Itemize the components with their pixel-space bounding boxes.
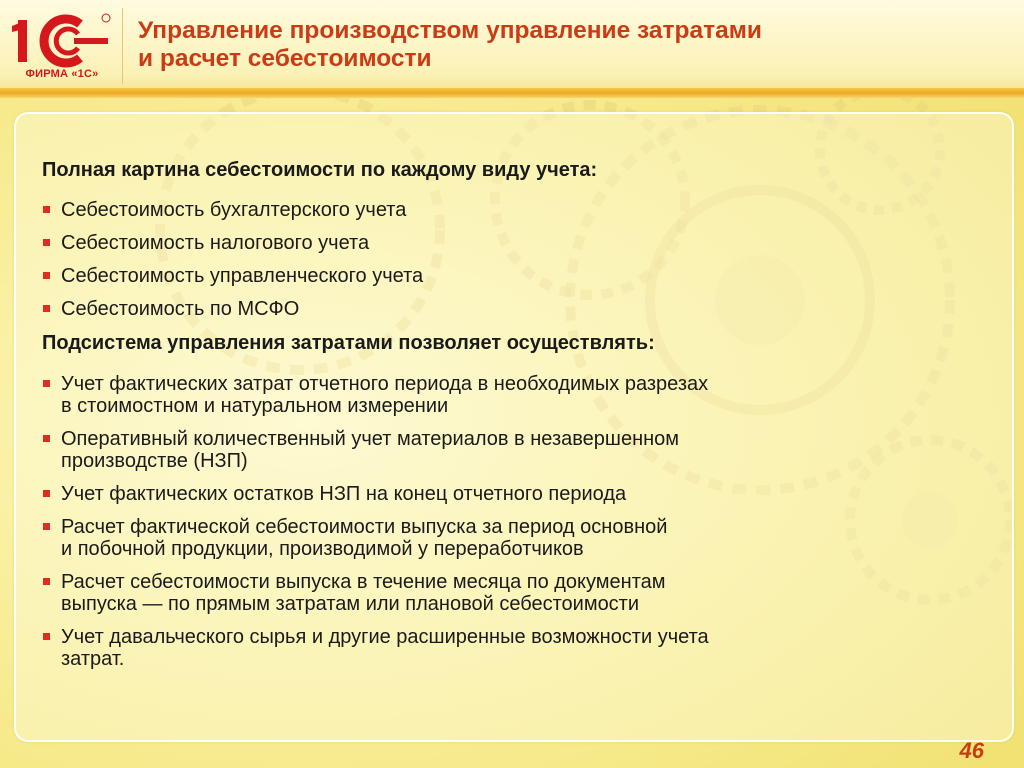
list-item-text: Расчет фактической себестоимости выпуска за период основной [61, 516, 668, 538]
list-item [42, 516, 922, 560]
company-logo [6, 6, 114, 86]
bullet-square-icon [43, 380, 50, 387]
bullet-square-icon [43, 490, 50, 497]
list-item [42, 199, 922, 221]
section-heading-cost-picture: Полная картина себестоимости по каждому виду учета: [42, 159, 598, 181]
logo-text: ФИРМА «1С» [25, 68, 99, 80]
list-item [42, 428, 922, 472]
list-item-text-cont: в стоимостном и натуральном измерении [61, 395, 449, 417]
list-item-text-cont: выпуска — по прямым затратам или плановой себестоимости [61, 593, 640, 615]
list-item [42, 483, 922, 505]
list-item-text: Учет давальческого сырья и другие расширенные возможности учета [61, 626, 709, 648]
bullet-square-icon [43, 633, 50, 640]
list-item [42, 626, 922, 670]
list-item-text: Себестоимость по МСФО [61, 298, 300, 320]
bullet-square-icon [43, 523, 50, 530]
bullet-square-icon [43, 272, 50, 279]
list-item-text-cont: и побочной продукции, производимой у переработчиков [61, 538, 584, 560]
slide-title: Управление производством управление затратами и расчет себестоимости [138, 17, 762, 72]
list-item-text: Себестоимость бухгалтерского учета [61, 199, 407, 221]
list-item [42, 373, 922, 417]
logo-divider [122, 8, 123, 84]
list-item-text-cont: затрат. [61, 648, 125, 670]
bullet-square-icon [43, 578, 50, 585]
list-item-text: Учет фактических затрат отчетного периода в необходимых разрезах [61, 373, 709, 395]
list-item [42, 265, 922, 287]
list-item-text: Расчет себестоимости выпуска в течение месяца по документам [61, 571, 666, 593]
bullet-square-icon [43, 206, 50, 213]
list-item [42, 298, 922, 320]
list-item-text: Себестоимость управленческого учета [61, 265, 424, 287]
list-item-text: Себестоимость налогового учета [61, 232, 370, 254]
subsystem-features-list [42, 373, 922, 670]
bullet-square-icon [43, 305, 50, 312]
list-item [42, 232, 922, 254]
slide-content [42, 158, 922, 681]
section-heading-subsystem: Подсистема управления затратами позволяет осуществлять: [42, 332, 655, 354]
header-rule [0, 88, 1024, 98]
list-item-text-cont: производстве (НЗП) [61, 450, 248, 472]
list-item-text: Учет фактических остатков НЗП на конец отчетного периода [61, 483, 627, 505]
list-item-text: Оперативный количественный учет материалов в незавершенном [61, 428, 680, 450]
list-item [42, 571, 922, 615]
bullet-square-icon [43, 239, 50, 246]
bullet-square-icon [43, 435, 50, 442]
logo-1c-mark [12, 12, 112, 68]
cost-types-list [42, 199, 922, 320]
page-number: 46 [959, 738, 984, 763]
